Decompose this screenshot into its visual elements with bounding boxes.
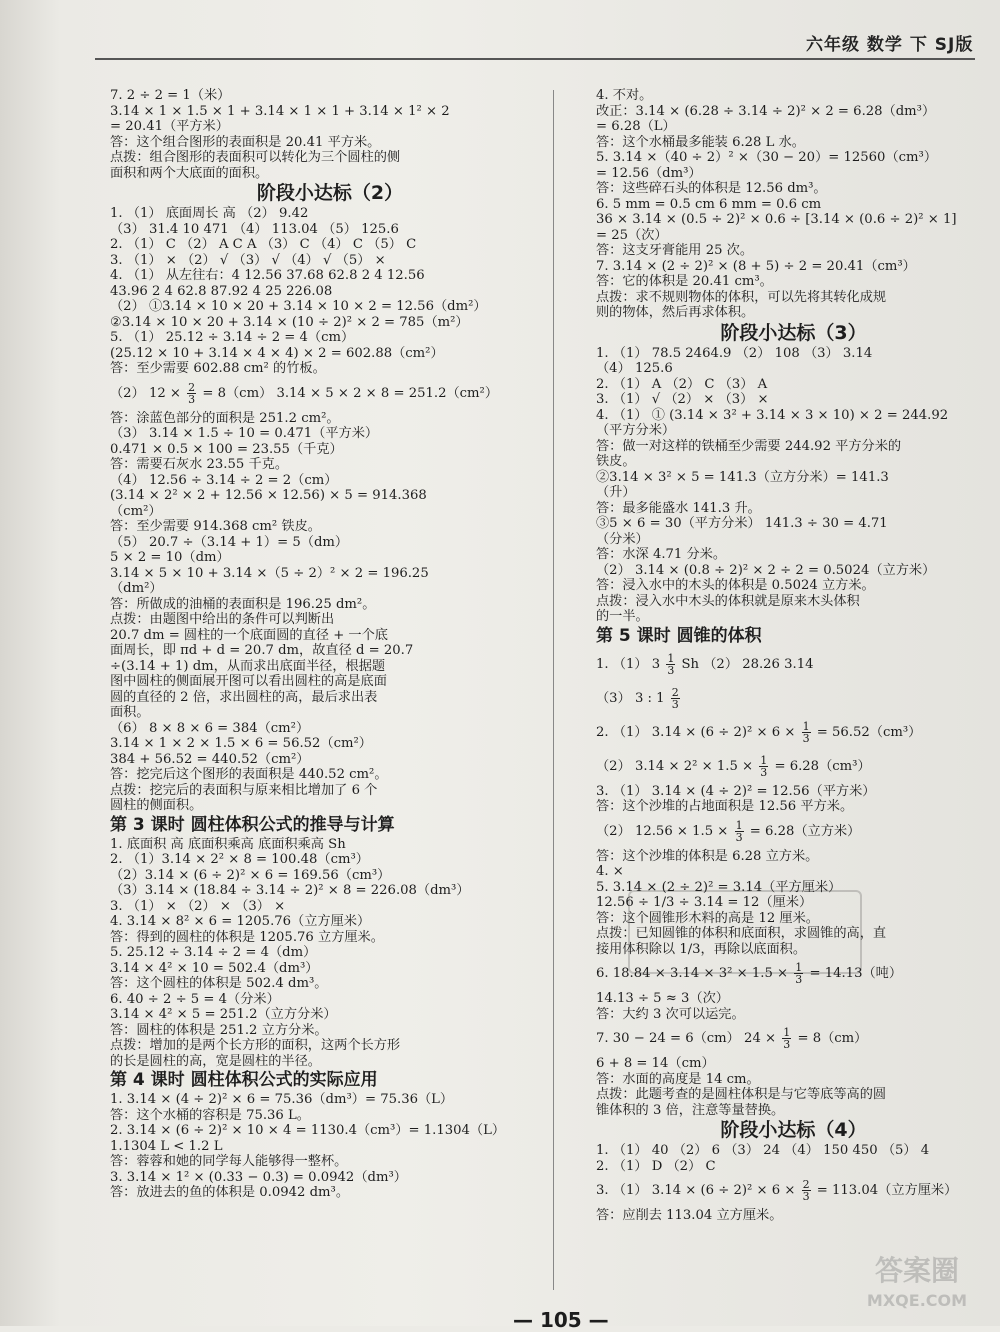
answer-line: 答：这支牙膏能用 25 次。: [596, 243, 754, 258]
line-text: = 113.04（立方厘米）: [812, 1183, 958, 1198]
answer-line: 4. 3.14 × 8² × 6 = 1205.76（立方厘米）: [110, 914, 371, 929]
page-header-title: 六年级 数学 下 SJ版: [806, 35, 974, 55]
fraction-numerator: 2: [671, 685, 679, 699]
answer-line: 答：这个沙堆的占地面积是 12.56 平方米。: [596, 799, 854, 814]
answer-line: 3.14 × 4² × 10 = 502.4（dm³）: [110, 960, 319, 976]
answer-line: 1. 3.14 × (4 ÷ 2)² × 6 = 75.36（dm³）= 75.36（L）: [110, 1092, 454, 1107]
answer-line: 面周长，即 πd + d = 20.7 dm，故直径 d = 20.7: [110, 643, 414, 658]
line-text: 1. （1） 3: [596, 656, 665, 672]
answer-line: 5. 3.14 ×（40 ÷ 2）² ×（30 − 20）= 12560（cm³）: [596, 150, 938, 165]
fraction-denominator: 3: [671, 697, 679, 711]
fraction: [802, 1179, 811, 1202]
answer-line: 4. 不对。: [596, 88, 653, 103]
answer-line-fraction: [596, 682, 991, 716]
answer-line: 圆的直径的 2 倍，求出圆柱的高，最后求出表: [110, 689, 378, 705]
answer-line: （2） ①3.14 × 10 × 20 + 3.14 × 10 × 2 = 12.56（dm²）: [110, 299, 487, 314]
answer-line: 点拨：增加的是两个长方形的面积，这两个长方形: [110, 1038, 401, 1053]
answer-line: 答：蓉蓉和她的同学每人能够得一整杯。: [110, 1154, 348, 1169]
answer-line: 36 × 3.14 × (0.5 ÷ 2)² × 0.6 ÷ [3.14 × (0.6 ÷ 2)² × 1]: [596, 212, 957, 227]
answer-line: 3.14 × 5 × 10 + 3.14 ×（5 ÷ 2）² × 2 = 196.25: [110, 565, 429, 581]
answer-line: 1. 底面积 高 底面积乘高 底面积乘高 Sh: [110, 836, 346, 852]
answer-line: 答：浸入水中的木头的体积是 0.5024 立方米。: [596, 578, 875, 593]
answer-line: 14.13 ÷ 5 ≈ 3（次）: [596, 991, 729, 1006]
fraction: [735, 820, 744, 843]
line-text: = 56.52（cm³）: [812, 724, 922, 740]
answer-line: 答：所做成的油桶的表面积是 196.25 dm²。: [110, 596, 376, 612]
answer-line: 点拨：已知圆锥的体积和底面积，求圆锥的高，直: [596, 926, 887, 941]
answer-line: 3. （1） √ （2） × （3） ×: [596, 392, 769, 407]
line-text: （3） 3 : 1: [596, 690, 669, 706]
answer-line: （分米）: [596, 531, 649, 547]
fraction: [759, 755, 768, 778]
answer-line-fraction: [596, 750, 991, 784]
answer-line: 答：放进去的鱼的体积是 0.0942 dm³。: [110, 1185, 350, 1200]
header-rule: [95, 58, 975, 60]
answer-line: 384 + 56.52 = 440.52（cm²）: [110, 751, 310, 767]
answer-line: 接用体积除以 1/3，再除以底面积。: [596, 941, 807, 957]
answer-line: 43.96 2 4 62.8 87.92 4 25 226.08: [110, 283, 333, 299]
answer-line: 2. （1）3.14 × 2² × 8 = 100.48（cm³）: [110, 852, 369, 867]
lesson-heading: 第 4 课时 圆柱体积公式的实际应用: [110, 1070, 378, 1090]
answer-line: 7. 2 ÷ 2 = 1（米）: [110, 88, 231, 103]
answer-line: 答：圆柱的体积是 251.2 立方分米。: [110, 1022, 328, 1038]
answer-line: 点拨：组合图形的表面积可以转化为三个圆柱的侧: [110, 150, 401, 165]
answer-line: （cm²）: [110, 503, 162, 519]
answer-line: 面积和两个大底面的面积。: [110, 165, 269, 181]
answer-line: 点拨：挖完后的表面积与原来相比增加了 6 个: [110, 782, 378, 798]
answer-line-fraction: [110, 377, 550, 411]
answer-line: = 6.28（L）: [596, 119, 676, 134]
answer-line: ②3.14 × 3² × 5 = 141.3（立方分米）= 141.3: [596, 469, 889, 485]
answer-line: 1. （1） 78.5 2464.9 （2） 108 （3） 3.14: [596, 345, 873, 361]
line-text: （2） 12 ×: [110, 385, 186, 401]
fraction-numerator: 2: [188, 380, 196, 394]
fraction-denominator: 3: [760, 765, 768, 779]
answer-line: 答：这个组合图形的表面积是 20.41 平方米。: [110, 134, 381, 150]
fraction: [671, 687, 680, 710]
lesson-heading: 第 3 课时 圆柱体积公式的推导与计算: [110, 814, 395, 835]
answer-line: 点拨：此题考查的是圆柱体积是与它等底等高的圆: [596, 1087, 887, 1102]
answer-line: 1. （1） 底面周长 高 （2） 9.42: [110, 206, 309, 221]
fraction: [782, 1027, 791, 1050]
answer-line: （3）3.14 × (18.84 ÷ 3.14 ÷ 2)² × 8 = 226.08（dm³）: [110, 883, 470, 898]
answer-line: 3. （1） × （2） × （3） ×: [110, 898, 286, 914]
answer-line: 锥体积的 3 倍，注意等量替换。: [596, 1102, 785, 1118]
line-text: = 6.28（cm³）: [770, 758, 871, 774]
answer-line: = 20.41（平方米）: [110, 119, 229, 134]
answer-line: （5） 20.7 ÷（3.14 + 1）= 5（dm）: [110, 534, 349, 550]
answer-line: 2. 3.14 × (6 ÷ 2)² × 10 × 4 = 1130.4（cm³）= 1.1304（L）: [110, 1123, 506, 1138]
watermark-logo: [842, 1246, 992, 1316]
answer-line: 答：至少需要 602.88 cm² 的竹板。: [110, 361, 326, 376]
answer-line: 20.7 dm = 圆柱的一个底面圆的直径 + 一个底: [110, 627, 388, 643]
answer-line: （dm²）: [110, 581, 163, 596]
answer-line: （升）: [596, 485, 636, 500]
answer-line: ③5 × 6 = 30（平方分米） 141.3 ÷ 30 = 4.71: [596, 516, 888, 531]
answer-line: 7. 3.14 × (2 ÷ 2)² × (8 + 5) ÷ 2 = 20.41（cm³）: [596, 258, 916, 274]
answer-line: 点拨：浸入水中木头的体积就是原来木头体积: [596, 593, 860, 609]
fraction-numerator: 1: [667, 651, 675, 665]
line-text: 6. 18.84 × 3.14 × 3² × 1.5 ×: [596, 966, 793, 981]
answer-line: 答：这个圆锥形木料的高是 12 厘米。: [596, 910, 819, 926]
answer-line: 点拨：由题图中给出的条件可以判断出: [110, 612, 335, 627]
answer-line: 答：水深 4.71 分米。: [596, 547, 727, 562]
answer-line: 3. （1） × （2） √ （3） √ （4） √ （5） ×: [110, 252, 386, 268]
answer-line: （4） 12.56 ÷ 3.14 ÷ 2 = 2（cm）: [110, 472, 338, 488]
answer-line: 答：水面的高度是 14 cm。: [596, 1071, 760, 1087]
answer-line: 答：这些碎石头的体积是 12.56 dm³。: [596, 181, 827, 196]
fraction-denominator: 3: [802, 731, 810, 745]
answer-line: 0.471 × 0.5 × 100 = 23.55（千克）: [110, 441, 343, 457]
fraction-denominator: 3: [783, 1038, 791, 1051]
watermark-subtext: MXQE.COM: [866, 1291, 968, 1310]
line-text: = 8（cm） 3.14 × 5 × 2 × 8 = 251.2（cm²）: [198, 385, 499, 401]
fraction-numerator: 1: [760, 753, 768, 767]
line-text: = 14.13（吨）: [805, 966, 903, 981]
answer-line: (3.14 × 2² × 2 + 12.56 × 12.56) × 5 = 914.368: [110, 488, 427, 503]
line-text: 3. （1） 3.14 × (6 ÷ 2)² × 6 ×: [596, 1183, 800, 1198]
answer-line: （2） 3.14 × (0.8 ÷ 2)² × 2 ÷ 2 = 0.5024（立方米）: [596, 562, 936, 578]
fraction: [187, 382, 196, 405]
answer-line: （平方分米）: [596, 423, 676, 438]
answer-line: = 25（次）: [596, 227, 668, 243]
answer-line-fraction: [596, 815, 991, 849]
answer-line: 2. （1） A （2） C （3） A: [596, 376, 768, 392]
answer-line: 3.14 × 1 × 2 × 1.5 × 6 = 56.52（cm²）: [110, 736, 372, 751]
answer-line: 答：涂蓝色部分的面积是 251.2 cm²。: [110, 410, 340, 426]
answer-line: 3.14 × 1 × 1.5 × 1 + 3.14 × 1 × 1 + 3.14 × 1² × 2: [110, 103, 450, 119]
answer-line: ②3.14 × 10 × 20 + 3.14 × (10 ÷ 2)² × 2 = 785（m²）: [110, 314, 469, 330]
answer-line: 圆柱的侧面积。: [110, 798, 203, 813]
answer-line: 答：挖完后这个图形的表面积是 440.52 cm²。: [110, 767, 388, 782]
answer-line: （2）3.14 × (6 ÷ 2)² × 6 = 169.56（cm³）: [110, 867, 391, 883]
answer-line: 答：这个水桶最多能装 6.28 L 水。: [596, 134, 805, 150]
answer-line: 12.56 ÷ 1/3 ÷ 3.14 = 12（厘米）: [596, 895, 813, 910]
answer-line: 面积。: [110, 705, 150, 720]
answer-line: 5. 3.14 × (2 ÷ 2)² = 3.14（平方厘米）: [596, 879, 842, 895]
fraction-numerator: 1: [735, 818, 743, 832]
answer-line: 答：这个水桶的容积是 75.36 L。: [110, 1107, 310, 1123]
answer-line-fraction: [596, 716, 991, 750]
fraction-numerator: 1: [802, 719, 810, 733]
answer-line: 答：做一对这样的铁桶至少需要 244.92 平方分米的: [596, 438, 902, 454]
answer-line: 答：应削去 113.04 立方厘米。: [596, 1208, 783, 1223]
column-divider: [553, 90, 554, 1290]
answer-line: 5 × 2 = 10（dm）: [110, 550, 230, 565]
line-text: 7. 30 − 24 = 6（cm） 24 ×: [596, 1031, 781, 1046]
answer-line: 5. 25.12 ÷ 3.14 ÷ 2 = 4（dm）: [110, 945, 317, 960]
answer-line: 则的物体，然后再求体积。: [596, 305, 755, 320]
answer-line: 1. （1） 40 （2） 6 （3） 24 （4） 150 450 （5） 4: [596, 1143, 930, 1158]
answer-line: (25.12 × 10 + 3.14 × 4 × 4) × 2 = 602.88（cm²）: [110, 345, 444, 361]
answer-line: 6 + 8 = 14（cm）: [596, 1056, 715, 1071]
answer-line: （6） 8 × 8 × 6 = 384（cm²）: [110, 720, 310, 736]
section-heading: 阶段小达标（3）: [720, 321, 867, 344]
fraction-numerator: 2: [802, 1178, 810, 1191]
fraction-denominator: 3: [795, 973, 803, 986]
answer-line: 改正：3.14 × (6.28 ÷ 3.14 ÷ 2)² × 2 = 6.28（dm³）: [596, 103, 936, 119]
answer-line: 答：这个沙堆的体积是 6.28 立方米。: [596, 848, 819, 864]
right-column: [596, 88, 991, 1224]
line-text: （2） 3.14 × 2² × 1.5 ×: [596, 758, 758, 774]
answer-line: 6. 5 mm = 0.5 cm 6 mm = 0.6 cm: [596, 196, 822, 212]
answer-line: 3.14 × 4² × 5 = 251.2（立方分米）: [110, 1007, 337, 1022]
answer-line: 答：这个圆柱的体积是 502.4 dm³。: [110, 976, 328, 991]
answer-line-fraction: [596, 1022, 991, 1056]
answer-line: ÷(3.14 + 1) dm，从而求出底面半径，根据题: [110, 658, 386, 674]
fraction: [666, 653, 675, 676]
answer-line: 2. （1） C （2） A C A （3） C （4） C （5） C: [110, 237, 417, 252]
answer-line: 1.1304 L < 1.2 L: [110, 1138, 223, 1154]
line-text: Sh （2） 28.26 3.14: [677, 656, 814, 672]
fraction-denominator: 3: [802, 1190, 810, 1203]
lesson-heading: 第 5 课时 圆锥的体积: [596, 625, 762, 646]
fraction-denominator: 3: [667, 663, 675, 677]
section-heading: 阶段小达标（4）: [720, 1119, 867, 1141]
fraction-numerator: 1: [783, 1026, 791, 1039]
answer-line: 答：至少需要 914.368 cm² 铁皮。: [110, 519, 321, 534]
answer-line: 点拨：求不规则物体的体积，可以先将其转化成规: [596, 289, 887, 305]
answer-line: 的一半。: [596, 609, 649, 624]
fraction-denominator: 3: [735, 830, 743, 844]
answer-line: 答：需要石灰水 23.55 千克。: [110, 457, 289, 472]
answer-line: （3） 31.4 10 471 （4） 113.04 （5） 125.6: [110, 221, 399, 237]
answer-line-fraction: [596, 1174, 991, 1208]
answer-line: 图中圆柱的侧面展开图可以看出圆柱的高是底面: [110, 674, 387, 689]
ink-stamp-mark: [628, 890, 862, 974]
fraction: [802, 721, 811, 744]
answer-line: （3） 3.14 × 1.5 ÷ 10 = 0.471（平方米）: [110, 426, 379, 441]
line-text: = 8（cm）: [793, 1031, 868, 1046]
answer-line-fraction: [596, 648, 991, 682]
fraction-numerator: 1: [795, 961, 803, 974]
answer-line: 3. （1） 3.14 × (4 ÷ 2)² = 12.56（平方米）: [596, 783, 876, 799]
answer-line: （4） 125.6: [596, 361, 673, 376]
section-heading: 阶段小达标（2）: [256, 182, 404, 204]
line-text: 2. （1） 3.14 × (6 ÷ 2)² × 6 ×: [596, 724, 800, 740]
answer-line: 2. （1） D （2） C: [596, 1158, 716, 1174]
answer-line: 答：最多能盛水 141.3 升。: [596, 500, 761, 516]
answer-line: 答：大约 3 次可以运完。: [596, 1006, 745, 1022]
answer-line: 铁皮。: [596, 454, 636, 469]
answer-line: 4. （1） ① (3.14 × 3² + 3.14 × 3 × 10) × 2 = 244.92: [596, 407, 949, 423]
answer-line: 的长是圆柱的高，宽是圆柱的半径。: [110, 1053, 321, 1069]
answer-line: 6. 40 ÷ 2 ÷ 5 = 4（分米）: [110, 991, 280, 1007]
answer-line: = 12.56（dm³）: [596, 165, 702, 181]
page-number: — 105 —: [513, 1308, 609, 1332]
answer-line: 4. （1） 从左往右：4 12.56 37.68 62.8 2 4 12.56: [110, 268, 425, 283]
answer-line: 答：得到的圆柱的体积是 1205.76 立方厘米。: [110, 929, 384, 945]
line-text: （2） 12.56 × 1.5 ×: [596, 823, 733, 839]
answer-line: 4. ×: [596, 864, 624, 879]
watermark-text: 答案圈: [874, 1254, 960, 1287]
answer-line: 5. （1） 25.12 ÷ 3.14 ÷ 2 = 4（cm）: [110, 330, 355, 345]
fraction-denominator: 3: [188, 392, 196, 406]
line-text: = 6.28（立方米）: [745, 823, 861, 839]
answer-line: 答：它的体积是 20.41 cm³。: [596, 274, 773, 289]
left-column: [110, 88, 550, 1201]
answer-line: 3. 3.14 × 1² × (0.33 − 0.3) = 0.0942（dm³）: [110, 1169, 407, 1185]
